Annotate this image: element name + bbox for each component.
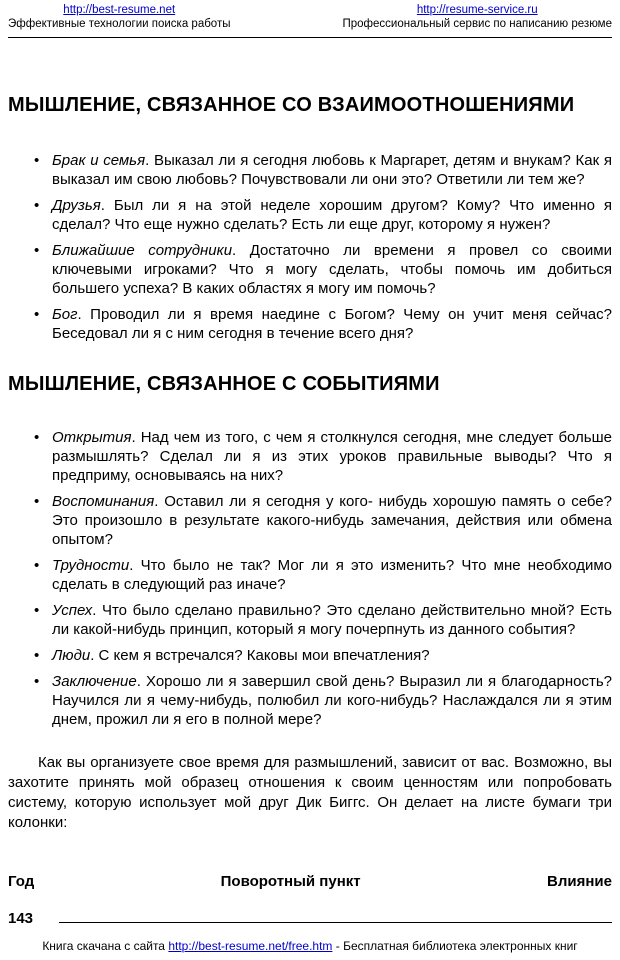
table-header-row	[8, 873, 612, 890]
header-left	[8, 3, 230, 31]
item-text: . Был ли я на этой неделе хорошим другом? Кому? Что именно я сделал? Что еще нужно сделать? Есть ли еще друг, которому я нужен?	[52, 197, 612, 233]
item-text: . Что было сделано правильно? Это сделано действительно мной? Есть ли какой-нибудь принцип, который я могу почерпнуть из данного события?	[52, 602, 612, 638]
section-title-events: МЫШЛЕНИЕ, СВЯЗАННОЕ С СОБЫТИЯМИ	[8, 373, 440, 395]
table-col-turning-point: Поворотный пункт	[220, 873, 361, 890]
item-lead: Ближайшие сотрудники	[52, 242, 233, 259]
header-left-link[interactable]: http://best-resume.net	[63, 4, 176, 16]
item-text: . Выказал ли я сегодня любовь к Маргарет, детям и внукам? Как я выказал им свою любовь? Почувствовали ли они это? Ответили ли тем же?	[52, 152, 612, 188]
item-lead: Открытия	[52, 429, 132, 446]
list-item	[8, 241, 612, 298]
header-right-tagline: Профессиональный сервис по написанию резюме	[342, 18, 612, 30]
page-header	[8, 3, 612, 31]
item-text: . Проводил ли я время наедине с Богом? Чему он учит меня сейчас? Беседовал ли я с ним сегодня в течение всего дня?	[52, 306, 612, 342]
footer-link[interactable]: http://best-resume.net/free.htm	[168, 939, 333, 953]
item-text: . Достаточно ли времени я провел со своими ключевыми игроками? Что я могу сделать, чтобы помочь им добиться большего успеха? В каких областях я могу им помочь?	[52, 242, 612, 297]
footer-divider-line	[59, 922, 612, 923]
header-left-tagline: Эффективные технологии поиска работы	[8, 18, 231, 30]
relationships-list	[8, 151, 612, 343]
page-footer	[8, 939, 612, 954]
list-item	[8, 151, 612, 189]
item-lead: Люди	[52, 647, 91, 664]
item-text: . Оставил ли я сегодня у кого- нибудь хорошую память о себе? Это произошло в результате какого-нибудь замечания, действия или обмена опытом?	[52, 493, 612, 548]
list-item	[8, 196, 612, 234]
page-number-row	[8, 910, 612, 927]
header-right	[342, 3, 612, 31]
item-lead: Бог	[52, 306, 78, 323]
item-lead: Заключение	[52, 673, 137, 690]
item-text: . Что было не так? Мог ли я это изменить? Что мне необходимо сделать в следующий раз иначе?	[52, 557, 612, 593]
item-lead: Воспоминания	[52, 493, 155, 510]
table-col-year: Год	[8, 873, 35, 890]
bottom-block	[8, 873, 612, 954]
section-title-relationships: МЫШЛЕНИЕ, СВЯЗАННОЕ СО ВЗАИМООТНОШЕНИЯМИ	[8, 94, 575, 116]
events-list	[8, 428, 612, 729]
list-item	[8, 492, 612, 549]
footer-suffix: - Бесплатная библиотека электронных книг	[332, 939, 578, 953]
item-text: . Над чем из того, с чем я столкнулся сегодня, мне следует больше размышлять? Сделал ли я из этих уроков правильные выводы? Что я предприму, основываясь на них?	[52, 429, 612, 484]
header-divider	[8, 37, 612, 38]
item-lead: Трудности	[52, 557, 130, 574]
list-item	[8, 556, 612, 594]
page-number: 143	[8, 910, 34, 927]
header-right-link[interactable]: http://resume-service.ru	[416, 4, 538, 16]
item-text: . С кем я встречался? Каковы мои впечатления?	[90, 647, 430, 664]
item-lead: Успех	[52, 602, 93, 619]
list-item	[8, 428, 612, 485]
list-item	[8, 305, 612, 343]
closing-paragraph: Как вы организуете свое время для размышлений, зависит от вас. Возможно, вы захотите принять мой образец отношения к своим ценностям или попробовать систему, которую использует мой друг Дик Биггс. Он делает на листе бумаги три колонки:	[8, 754, 612, 831]
item-text: . Хорошо ли я завершил свой день? Выразил ли я благодарность? Научился ли я чему-нибудь, полюбил ли кого-нибудь? Наслаждался ли я этим днем, прожил ли я его в полной мере?	[52, 673, 612, 728]
item-lead: Друзья	[52, 197, 101, 214]
list-item	[8, 601, 612, 639]
item-lead: Брак и семья	[52, 152, 146, 169]
table-col-influence: Влияние	[547, 873, 612, 890]
footer-prefix: Книга скачана с сайта	[42, 939, 169, 953]
list-item	[8, 672, 612, 729]
list-item	[8, 646, 612, 665]
